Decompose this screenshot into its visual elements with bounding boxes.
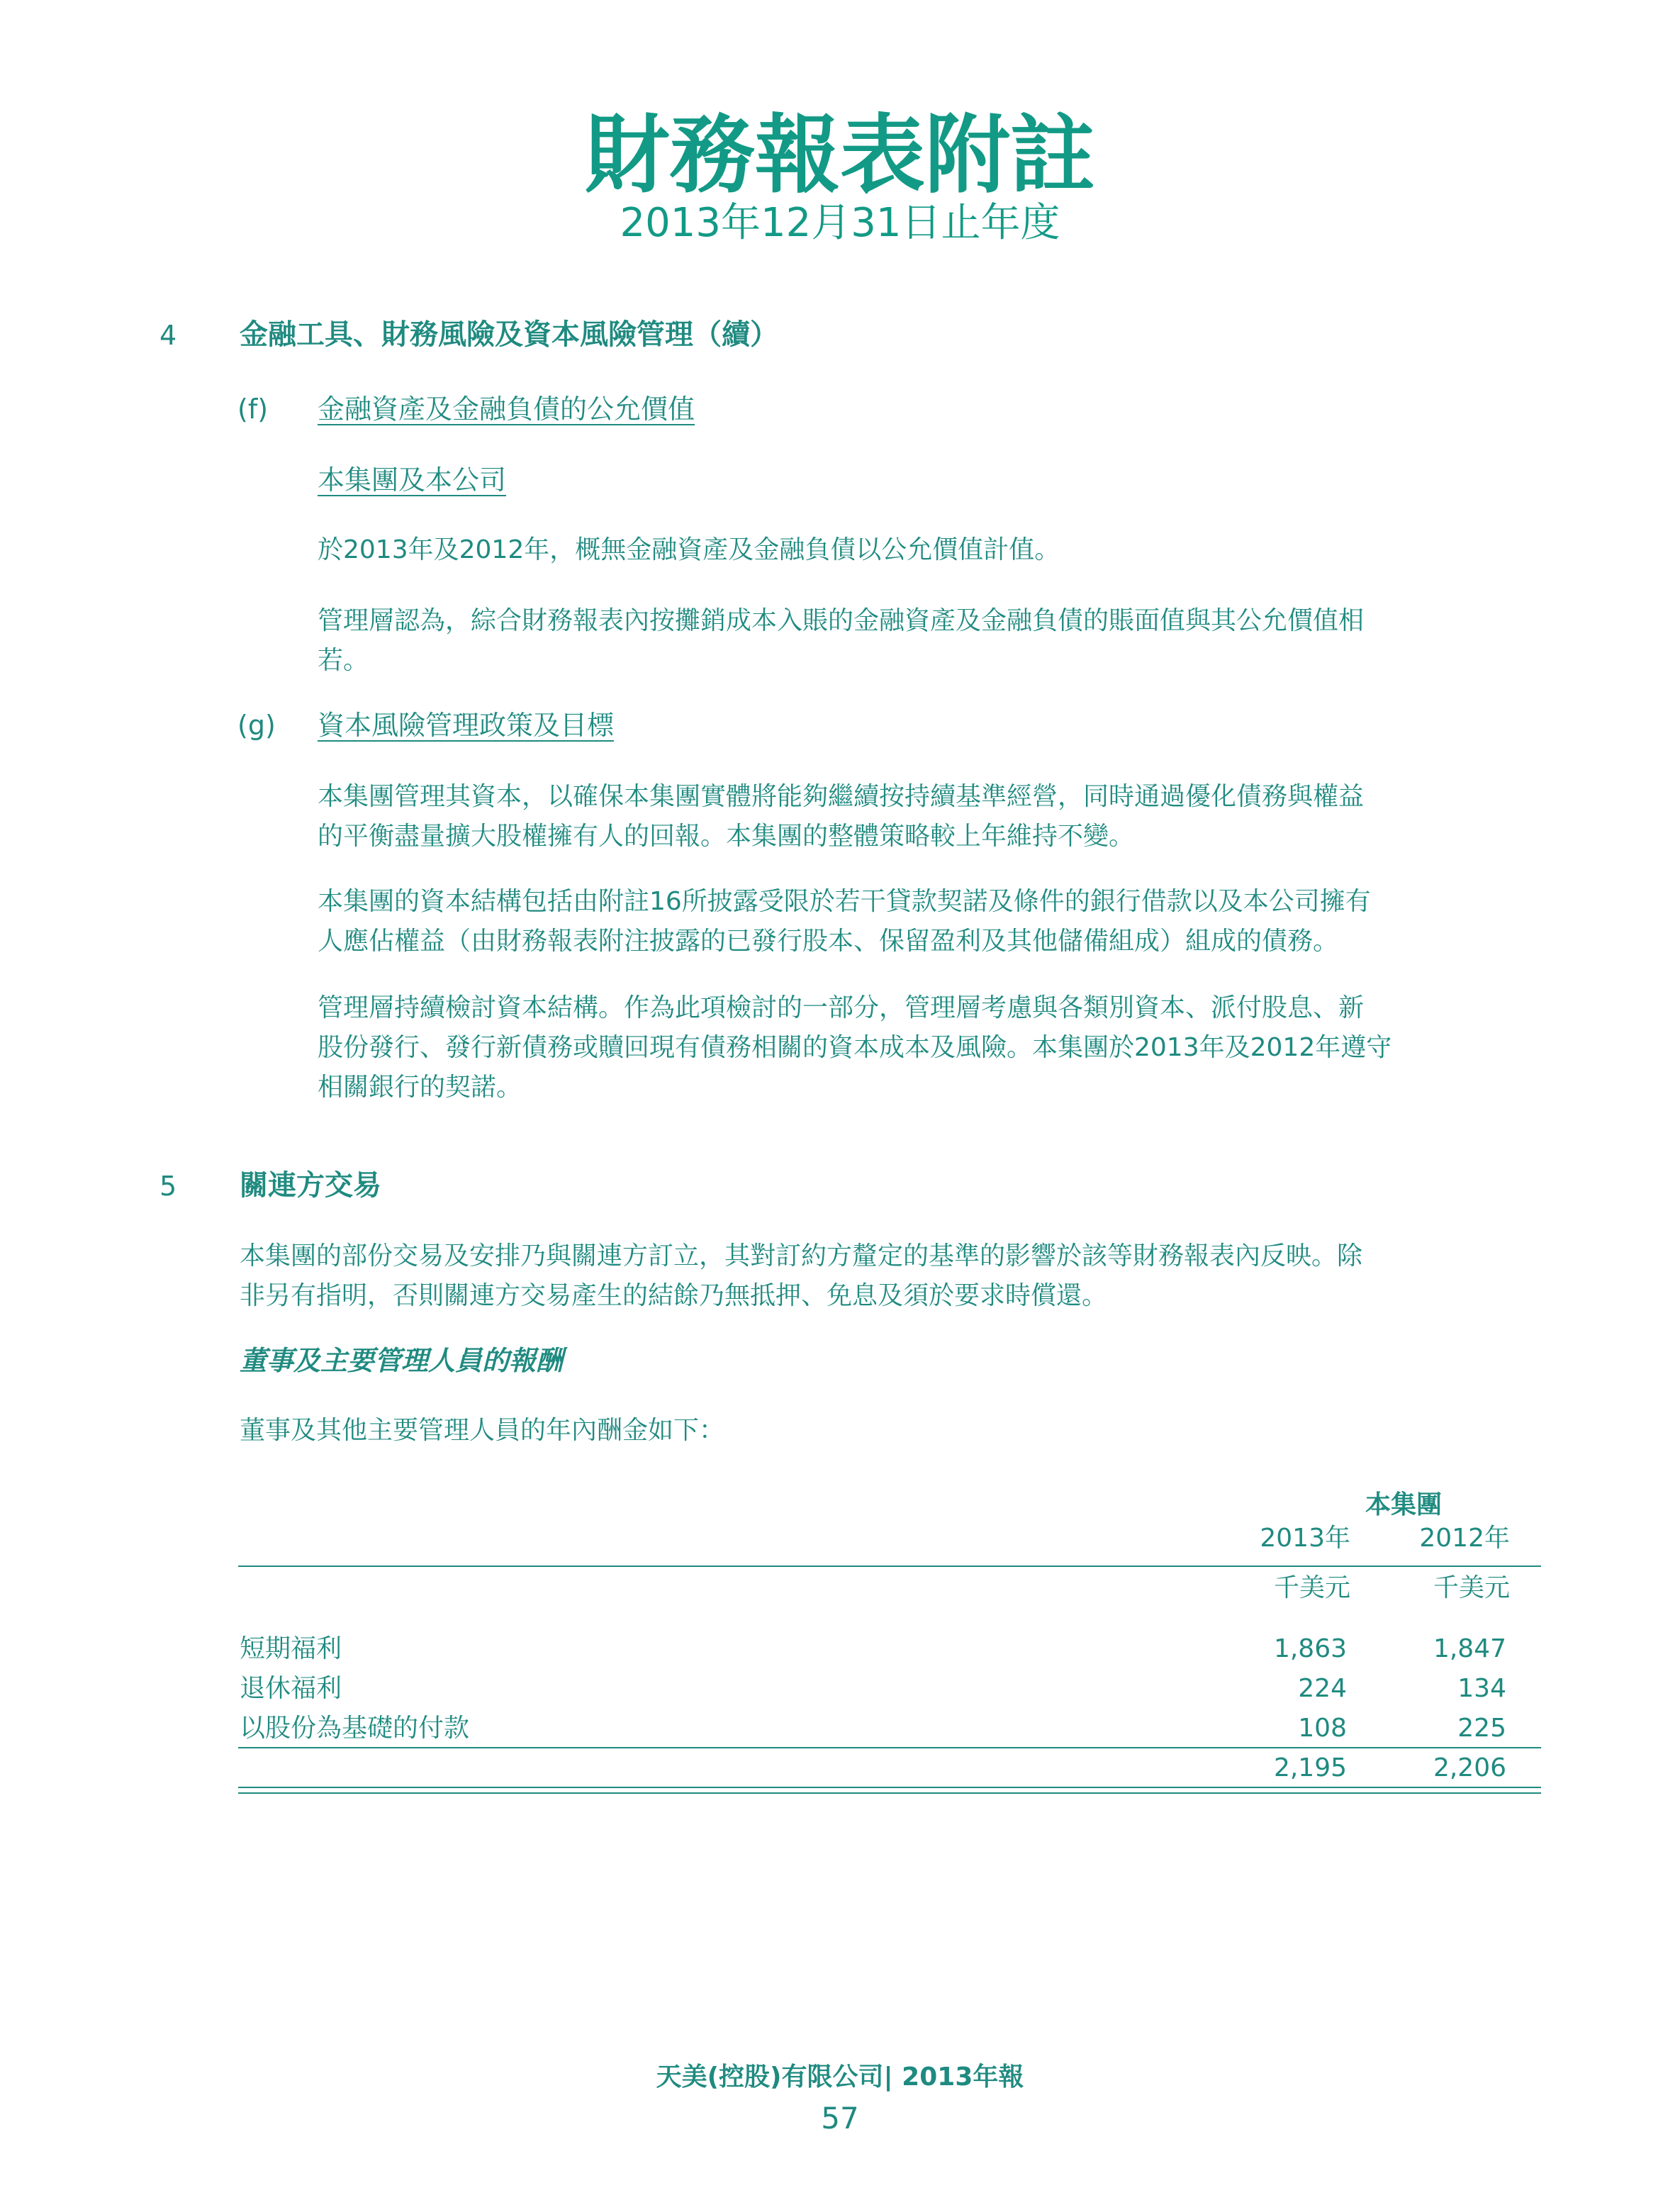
page-subtitle: 2013年12月31日止年度 xyxy=(620,200,1060,246)
item-g-paragraph-3 xyxy=(318,988,1551,1107)
table-total-rule-2 xyxy=(238,1792,1541,1794)
section-5-number: 5 xyxy=(159,1171,177,1202)
table-year-2012: 2012年 xyxy=(1419,1524,1510,1553)
item-f-heading: 金融資產及金融負債的公允價值 xyxy=(318,393,695,425)
item-g-paragraph-2 xyxy=(318,882,1551,961)
table-row-label: 短期福利 xyxy=(240,1634,342,1663)
item-f-label: (f) xyxy=(237,393,269,425)
paragraph-line: 本集團的資本結構包括由附註16所披露受限於若干貸款契諾及條件的銀行借款以及本公司擁有 xyxy=(318,887,1371,916)
paragraph-line: 本集團的部份交易及安排乃與關連方訂立，其對訂約方釐定的基準的影響於該等財務報表內反映。除 xyxy=(240,1241,1363,1271)
section-4-heading: 金融工具、財務風險及資本風險管理（續） xyxy=(240,318,778,351)
table-row-label: 退休福利 xyxy=(240,1674,342,1703)
page-title: 財務報表附註 xyxy=(585,106,1095,205)
paragraph-line: 股份發行、發行新債務或贖回現有債務相關的資本成本及風險。本集團於2013年及2012年遵守 xyxy=(318,1033,1392,1062)
paragraph-line: 若。 xyxy=(318,646,369,675)
paragraph-line: 相關銀行的契諾。 xyxy=(318,1073,522,1102)
paragraph-line: 非另有指明，否則關連方交易產生的結餘乃無抵押、免息及須於要求時償還。 xyxy=(240,1281,1108,1310)
section-5-heading: 關連方交易 xyxy=(240,1169,381,1202)
paragraph-line: 本集團管理其資本，以確保本集團實體將能夠繼續按持續基準經營，同時通過優化債務與權益 xyxy=(318,782,1365,811)
table-cell-2012: 1,847 xyxy=(1433,1634,1506,1663)
item-f-paragraph-2 xyxy=(318,601,1551,681)
section-5-intro: 董事及其他主要管理人員的年內酬金如下： xyxy=(240,1416,725,1445)
paragraph-line: 的平衡盡量擴大股權擁有人的回報。本集團的整體策略較上年維持不變。 xyxy=(318,822,1135,851)
item-f-subheading: 本集團及本公司 xyxy=(318,464,507,496)
table-unit-2012: 千美元 xyxy=(1433,1573,1510,1602)
table-cell-2013: 108 xyxy=(1298,1714,1347,1743)
table-cell-2012: 225 xyxy=(1457,1714,1506,1743)
table-total-rule-1 xyxy=(238,1787,1541,1788)
table-header-rule xyxy=(238,1565,1541,1567)
paragraph-line: 人應佔權益（由財務報表附注披露的已發行股本、保留盈利及其他儲備組成）組成的債務。 xyxy=(318,927,1339,956)
table-unit-2013: 千美元 xyxy=(1273,1573,1350,1602)
item-g-paragraph-1 xyxy=(318,777,1551,856)
item-g-label: (g) xyxy=(237,710,276,741)
table-cell-2013: 1,863 xyxy=(1273,1634,1347,1663)
table-group-header: 本集團 xyxy=(1365,1490,1442,1519)
section-5-paragraph xyxy=(240,1237,1551,1316)
table-cell-2012: 134 xyxy=(1457,1674,1506,1703)
section-5-subheading: 董事及主要管理人員的報酬 xyxy=(240,1345,564,1376)
item-f-paragraph-1: 於2013年及2012年，概無金融資產及金融負債以公允價值計值。 xyxy=(318,535,1060,564)
item-g-heading: 資本風險管理政策及目標 xyxy=(318,710,615,741)
table-total-2013: 2,195 xyxy=(1273,1753,1347,1782)
paragraph-line: 管理層持續檢討資本結構。作為此項檢討的一部分，管理層考慮與各類別資本、派付股息、新 xyxy=(318,993,1365,1022)
table-row-label: 以股份為基礎的付款 xyxy=(240,1714,470,1743)
page-number: 57 xyxy=(821,2101,859,2136)
table-year-2013: 2013年 xyxy=(1260,1524,1350,1553)
table-cell-2013: 224 xyxy=(1298,1674,1347,1703)
table-total-2012: 2,206 xyxy=(1433,1753,1506,1782)
paragraph-line: 管理層認為，綜合財務報表內按攤銷成本入賬的金融資產及金融負債的賬面值與其公允價值相 xyxy=(318,606,1365,635)
footer-company: 天美(控股)有限公司| 2013年報 xyxy=(656,2063,1024,2092)
section-4-number: 4 xyxy=(159,320,177,351)
